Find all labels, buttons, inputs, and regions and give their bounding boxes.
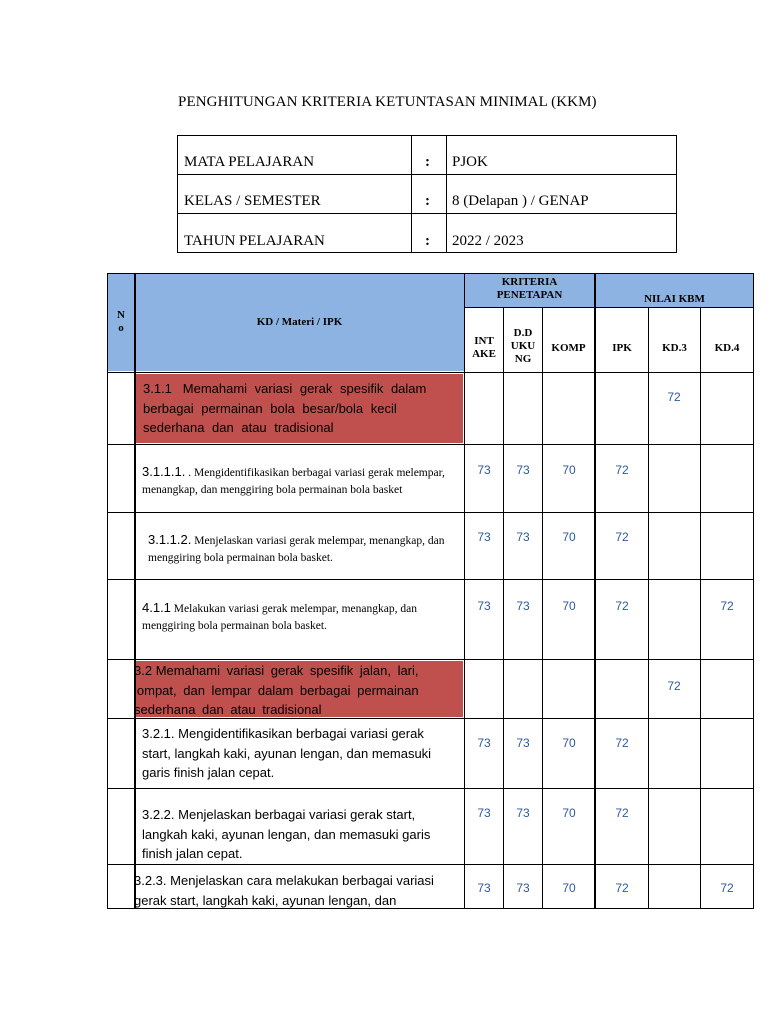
cell-ipk: 72 — [615, 463, 629, 477]
grid-line — [107, 788, 754, 789]
grid-line — [134, 273, 136, 909]
header-kd3: KD.3 — [662, 342, 687, 354]
cell-intake: 73 — [477, 599, 491, 613]
grid-line — [107, 273, 108, 909]
kd-row-text — [134, 661, 464, 720]
cell-komp: 70 — [562, 806, 576, 820]
info-table — [177, 135, 677, 253]
document-title: PENGHITUNGAN KRITERIA KETUNTASAN MINIMAL (KKM) — [178, 94, 597, 110]
header-daya-dukung: D.D UKU NG — [510, 327, 536, 365]
cell-intake: 73 — [477, 881, 491, 895]
grid-line — [107, 864, 754, 865]
grid-line — [594, 273, 596, 909]
cell-kd3: 72 — [667, 679, 681, 693]
ipk-description: Menjelaskan berbagai variasi gerak start, langkah kaki, ayunan lengan, dan memasuki garis finish jalan cepat. — [142, 807, 431, 861]
cell-kd4: 72 — [720, 881, 734, 895]
kd-code: 3.2 — [134, 663, 153, 678]
ipk-row-text — [142, 464, 447, 498]
kd-description: Melakukan variasi gerak melempar, menangkap, dan menggiring bola permainan bola basket. — [142, 603, 417, 632]
info-row-subject — [178, 136, 676, 175]
grid-line — [648, 307, 649, 909]
kd-code: 4.1.1 — [142, 600, 171, 615]
kd-row-text — [143, 379, 459, 438]
cell-kd4: 72 — [720, 599, 734, 613]
info-value: 2022 / 2023 — [452, 233, 524, 249]
header-kriteria: KRITERIA PENETAPAN — [496, 276, 563, 301]
ipk-row-text — [142, 805, 442, 864]
info-colon: : — [425, 233, 430, 249]
cell-ipk: 72 — [615, 806, 629, 820]
cell-ipk: 72 — [615, 599, 629, 613]
cell-daya-dukung: 73 — [516, 736, 530, 750]
ipk-row-text — [134, 871, 460, 910]
cell-daya-dukung: 73 — [516, 599, 530, 613]
grid-line — [107, 444, 754, 445]
cell-komp: 70 — [562, 881, 576, 895]
ipk-row-text — [148, 532, 454, 566]
ipk-code: 3.2.1. — [142, 726, 175, 741]
header-kd4: KD.4 — [714, 342, 740, 354]
grid-line — [753, 273, 754, 909]
header-ipk: IPK — [612, 342, 632, 354]
kd-row-text — [142, 600, 447, 634]
ipk-code: 3.1.1.1. — [142, 464, 186, 479]
grid-line — [107, 659, 754, 660]
grid-line — [542, 307, 543, 909]
info-row-year — [178, 214, 676, 253]
cell-kd3: 72 — [667, 390, 681, 404]
kd-description: Memahami variasi gerak spesifik dalam berbagai permainan bola besar/bola kecil sederhana dan atau tradisional — [143, 381, 427, 435]
header-nilai-kbm: NILAI KBM — [644, 293, 705, 305]
info-colon: : — [425, 154, 430, 170]
info-colon: : — [425, 193, 430, 209]
info-label: MATA PELAJARAN — [184, 154, 315, 170]
cell-intake: 73 — [477, 530, 491, 544]
cell-intake: 73 — [477, 736, 491, 750]
header-komp: KOMP — [551, 342, 586, 354]
cell-daya-dukung: 73 — [516, 881, 530, 895]
cell-daya-dukung: 73 — [516, 530, 530, 544]
cell-ipk: 72 — [615, 736, 629, 750]
grid-line — [503, 307, 504, 909]
cell-komp: 70 — [562, 599, 576, 613]
ipk-description: Menjelaskan variasi gerak melempar, menangkap, dan menggiring bola permainan bola basket. — [148, 535, 445, 564]
info-label: KELAS / SEMESTER — [184, 193, 321, 209]
ipk-code: 3.2.2. — [142, 807, 175, 822]
grid-line — [107, 273, 754, 274]
header-kd: KD / Materi / IPK — [256, 316, 343, 328]
grid-line — [107, 512, 754, 513]
kd-code: 3.1.1 — [143, 381, 172, 396]
cell-intake: 73 — [477, 463, 491, 477]
ipk-row-text — [142, 724, 452, 783]
info-row-class — [178, 175, 676, 214]
cell-daya-dukung: 73 — [516, 463, 530, 477]
grid-line — [700, 307, 701, 909]
cell-ipk: 72 — [615, 881, 629, 895]
ipk-code: 3.2.3. — [134, 873, 167, 888]
info-value: PJOK — [452, 154, 488, 170]
ipk-description: Mengidentifikasikan berbagai variasi gerak start, langkah kaki, ayunan lengan, dan memasuki garis finish jalan cepat. — [142, 726, 432, 780]
cell-komp: 70 — [562, 736, 576, 750]
info-value: 8 (Delapan ) / GENAP — [452, 193, 589, 209]
cell-ipk: 72 — [615, 530, 629, 544]
header-no: N o — [117, 309, 125, 334]
ipk-description: Menjelaskan cara melakukan berbagai variasi gerak start, langkah kaki, ayunan lengan, dan — [134, 873, 434, 908]
ipk-code: 3.1.1.2. — [148, 532, 192, 547]
grid-line — [464, 273, 465, 909]
ipk-description: . Mengidentifikasikan berbagai variasi gerak melempar, menangkap, dan menggiring bola permainan bola basket — [142, 467, 445, 496]
cell-daya-dukung: 73 — [516, 806, 530, 820]
kd-description: Memahami variasi gerak spesifik jalan, lari, lompat, dan lempar dalam berbagai permainan sederhana dan atau tradisional — [134, 663, 419, 717]
header-intake: INT AKE — [472, 335, 496, 360]
grid-line — [107, 372, 754, 373]
cell-komp: 70 — [562, 463, 576, 477]
grid-line — [107, 579, 754, 580]
cell-komp: 70 — [562, 530, 576, 544]
info-label: TAHUN PELAJARAN — [184, 233, 325, 249]
cell-intake: 73 — [477, 806, 491, 820]
grid-line — [465, 307, 754, 308]
